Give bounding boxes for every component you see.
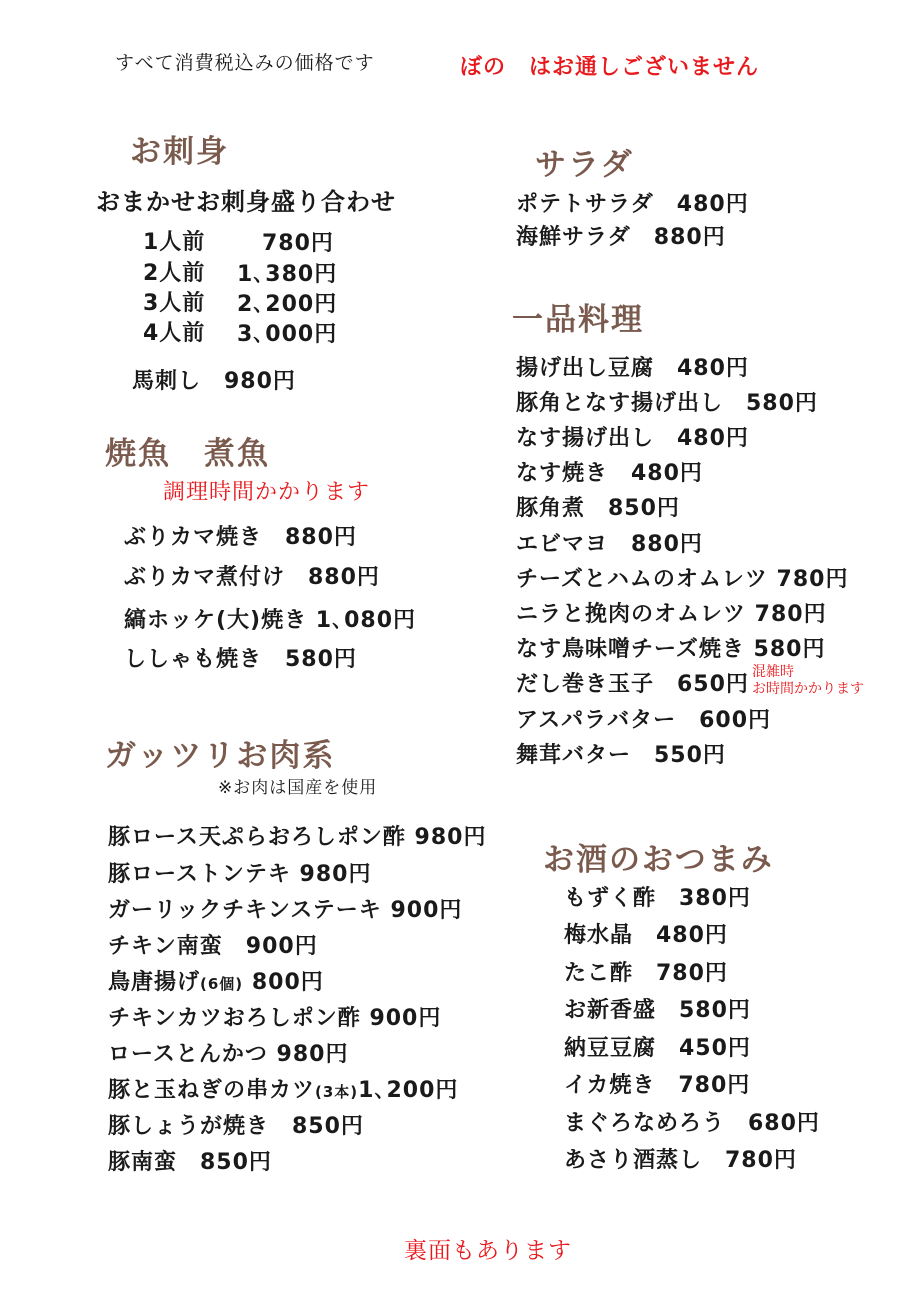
cooking-time-note: 調理時間かかります [163, 480, 371, 505]
item-quantity: (3本) [315, 1083, 359, 1101]
salad-heading: サラダ [535, 147, 634, 183]
busy-time-note: 混雑時 お時間かかります [752, 664, 864, 697]
menu-item: 豚角となす揚げ出し 580円 [516, 391, 818, 416]
item-name: 豚と玉ねぎの串カツ [108, 1078, 316, 1103]
dishes-heading: 一品料理 [512, 302, 644, 338]
menu-item: ぶりカマ煮付け 880円 [124, 565, 380, 590]
menu-item: イカ焼き 780円 [564, 1073, 751, 1098]
item-quantity: (6個) [200, 975, 244, 993]
menu-item [108, 965, 324, 996]
menu-item: ししゃも焼き 580円 [124, 647, 357, 672]
menu-item: 豚しょうが焼き 850円 [108, 1114, 364, 1139]
tax-note: すべて消費税込みの価格です [115, 52, 375, 74]
menu-item: だし巻き玉子 650円 [516, 672, 749, 697]
menu-item: たこ酢 780円 [564, 961, 728, 986]
menu-item: まぐろなめろう 680円 [564, 1111, 820, 1136]
menu-item: 海鮮サラダ 880円 [516, 225, 726, 250]
menu-item: 梅水晶 480円 [564, 923, 728, 948]
fish-heading: 焼魚 煮魚 [105, 436, 270, 472]
menu-item: ロースとんかつ 980円 [108, 1042, 349, 1067]
sashimi-heading: お刺身 [130, 134, 229, 170]
item-price: 800円 [243, 970, 324, 995]
menu-item: ぶりカマ焼き 880円 [124, 525, 357, 550]
portion-price: 1､380円 [237, 262, 338, 287]
menu-item: 舞茸バター 550円 [516, 743, 726, 768]
menu-item: あさり酒蒸し 780円 [564, 1148, 797, 1173]
menu-item: 揚げ出し豆腐 480円 [516, 356, 749, 381]
menu-item: 豚ローストンテキ 980円 [108, 862, 372, 887]
item-price: 1､200円 [358, 1078, 459, 1103]
back-side-note: 裏面もあります [404, 1238, 572, 1264]
portion-label: 1人前 [143, 230, 206, 255]
menu-item: エビマヨ 880円 [516, 532, 703, 557]
menu-item: 豚ロース天ぷらおろしポン酢 980円 [108, 825, 487, 850]
menu-item: チキンカツおろしポン酢 900円 [108, 1006, 442, 1031]
menu-item [108, 1073, 458, 1104]
menu-item: お新香盛 580円 [564, 998, 751, 1023]
menu-item: チーズとハムのオムレツ 780円 [516, 567, 849, 592]
no-otoshi-notice: ぼの はお通しございません [460, 55, 760, 80]
portion-label: 4人前 [143, 321, 206, 346]
portion-price: 2､200円 [237, 292, 338, 317]
portion-price: 780円 [262, 231, 334, 256]
menu-item: なす鳥味噌チーズ焼き 580円 [516, 637, 826, 662]
menu-item: ポテトサラダ 480円 [516, 192, 749, 217]
menu-item: なす焼き 480円 [516, 461, 703, 486]
menu-item: 豚南蛮 850円 [108, 1150, 272, 1175]
portion-price: 3､000円 [237, 322, 338, 347]
menu-item: 豚角煮 850円 [516, 496, 680, 521]
menu-item: 縞ホッケ(大)焼き 1､080円 [124, 608, 416, 633]
menu-item: なす揚げ出し 480円 [516, 426, 749, 451]
meat-heading: ガッツリお肉系 [105, 738, 336, 774]
item-name: 鳥唐揚げ [108, 970, 201, 995]
menu-item: もずく酢 380円 [564, 886, 751, 911]
domestic-meat-note: ※お肉は国産を使用 [218, 778, 378, 798]
portion-label: 2人前 [143, 261, 206, 286]
menu-item: アスパラバター 600円 [516, 708, 772, 733]
portion-label: 3人前 [143, 291, 206, 316]
assorted-sashimi-title: おまかせお刺身盛り合わせ [96, 188, 396, 216]
menu-item: 納豆豆腐 450円 [564, 1036, 751, 1061]
menu-item: チキン南蛮 900円 [108, 934, 318, 959]
menu-item: ニラと挽肉のオムレツ 780円 [516, 602, 827, 627]
menu-item: ガーリックチキンステーキ 900円 [108, 898, 463, 923]
snacks-heading: お酒のおつまみ [543, 842, 774, 878]
basashi-item: 馬刺し 980円 [132, 369, 296, 394]
